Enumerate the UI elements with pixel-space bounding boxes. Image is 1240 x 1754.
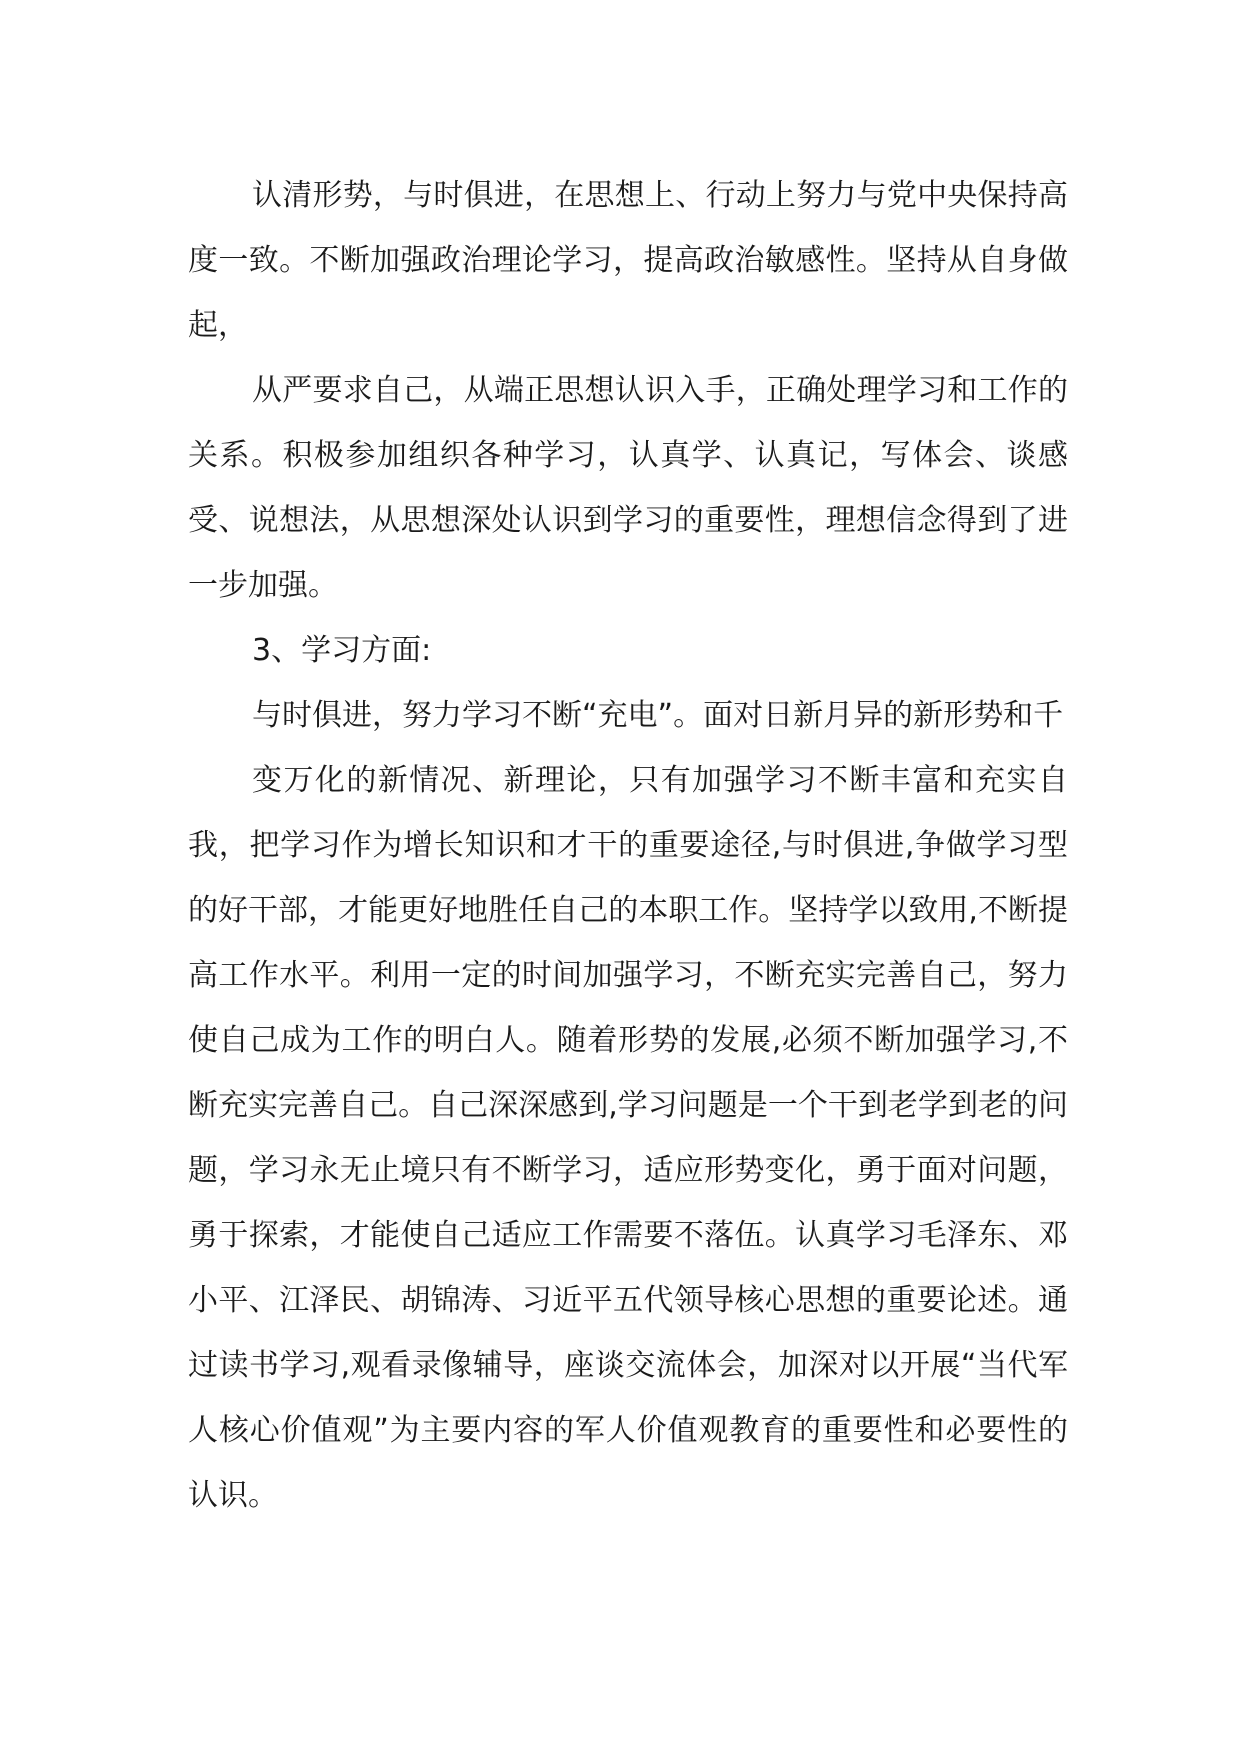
paragraph-self-discipline: 从严要求自己，从端正思想认识入手，正确处理学习和工作的关系。积极参加组织各种学习，认真学、认真记，写体会、谈感受、说想法，从思想深处认识到学习的重要性，理想信念得到了进一步加强。 bbox=[188, 373, 1068, 603]
paragraph-continuous-learning: 变万化的新情况、新理论，只有加强学习不断丰富和充实自我，把学习作为增长知识和才干的重要途径,与时俱进,争做学习型的好干部，才能更好地胜任自己的本职工作。坚持学以致用,不断提高工作水平。利用一定的时间加强学习，不断充实完善自己，努力使自己成为工作的明白人。随着形势的发展,必须不断加强学习,不断充实完善自己。自己深深感到,学习问题是一个干到老学到老的问题，学习永无止境只有不断学习，适应形势变化，勇于面对问题，勇于探索，才能使自己适应工作需要不落伍。认真学习毛泽东、邓小平、江泽民、胡锦涛、习近平五代领导核心思想的重要论述。通过读书学习,观看录像辅导，座谈交流体会，加深对以开展“当代军人核心价值观”为主要内容的军人价值观教育的重要性和必要性的认识。 bbox=[188, 763, 1068, 1513]
section-heading-study: 3、学习方面: bbox=[252, 633, 432, 668]
paragraph-political-stance: 认清形势，与时俱进，在思想上、行动上努力与党中央保持高度一致。不断加强政治理论学习，提高政治敏感性。坚持从自身做起， bbox=[188, 178, 1068, 343]
document-body bbox=[188, 163, 1068, 1528]
paragraph-keep-pace: 与时俱进，努力学习不断“充电”。面对日新月异的新形势和千 bbox=[252, 698, 1064, 733]
